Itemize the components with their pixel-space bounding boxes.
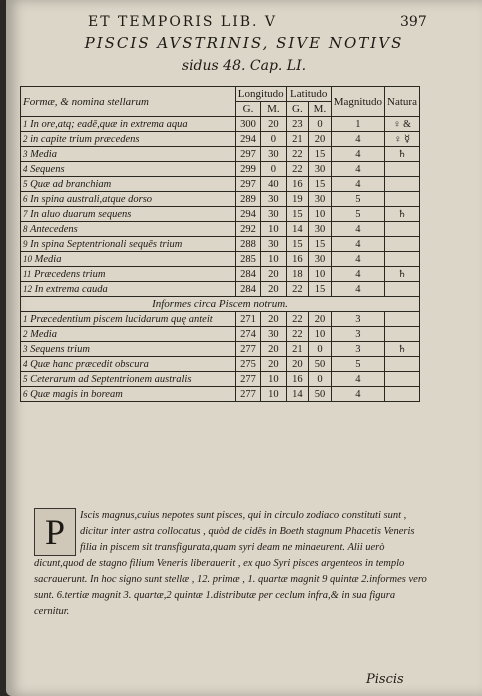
longitude-degrees: 271 [235,312,260,327]
star-name [21,132,236,147]
longitude-minutes: 0 [261,132,286,147]
table-row [21,387,420,402]
longitude-minutes: 10 [261,372,286,387]
longitude-degrees: 284 [235,282,260,297]
latitude-minutes: 15 [309,237,332,252]
star-name [21,177,236,192]
latitude-minutes: 30 [309,252,332,267]
nature-cell [385,357,420,372]
header-m: M. [261,102,286,117]
longitude-minutes: 20 [261,282,286,297]
star-name [21,282,236,297]
longitude-minutes: 10 [261,252,286,267]
table-row [21,147,420,162]
table-row [21,357,420,372]
informes-section [21,297,420,312]
star-number: 10 [23,253,32,264]
star-label: Media [30,328,57,340]
magnitude-cell: 3 [331,312,384,327]
page-number: 397 [400,14,427,30]
star-label: Præcedentium piscem lucidarum quę anteit [30,313,213,325]
latitude-degrees: 22 [286,282,308,297]
catchword: Piscis [366,672,404,687]
magnitude-cell: 4 [331,177,384,192]
header-nature: Natura [385,87,420,117]
latitude-degrees: 15 [286,237,308,252]
magnitude-cell: 4 [331,147,384,162]
longitude-degrees: 294 [235,207,260,222]
latitude-minutes: 10 [309,207,332,222]
longitude-minutes: 10 [261,222,286,237]
longitude-degrees: 285 [235,252,260,267]
latitude-minutes: 50 [309,387,332,402]
star-name [21,387,236,402]
latitude-minutes: 10 [309,327,332,342]
header-m: M. [309,102,332,117]
book-page [6,0,482,696]
nature-cell [385,327,420,342]
longitude-minutes: 20 [261,312,286,327]
latitude-degrees: 22 [286,162,308,177]
latitude-minutes: 30 [309,192,332,207]
longitude-minutes: 30 [261,237,286,252]
nature-cell [385,222,420,237]
star-name [21,162,236,177]
magnitude-cell: 3 [331,327,384,342]
longitude-minutes: 30 [261,147,286,162]
latitude-minutes: 30 [309,162,332,177]
table-row [21,177,420,192]
star-number: 3 [23,343,28,354]
star-number: 9 [23,238,28,249]
magnitude-cell: 4 [331,387,384,402]
longitude-degrees: 299 [235,162,260,177]
latitude-minutes: 15 [309,282,332,297]
longitude-minutes: 20 [261,267,286,282]
body-paragraph [34,508,430,620]
longitude-degrees: 289 [235,192,260,207]
magnitude-cell: 5 [331,192,384,207]
nature-cell [385,387,420,402]
longitude-degrees: 288 [235,237,260,252]
table-row [21,372,420,387]
longitude-degrees: 277 [235,372,260,387]
star-name [21,327,236,342]
nature-cell [385,162,420,177]
latitude-degrees: 21 [286,342,308,357]
star-name [21,207,236,222]
nature-cell [385,192,420,207]
latitude-minutes: 10 [309,267,332,282]
magnitude-cell: 4 [331,252,384,267]
latitude-minutes: 15 [309,147,332,162]
latitude-minutes: 20 [309,132,332,147]
table-row [21,312,420,327]
longitude-degrees: 277 [235,387,260,402]
star-name [21,237,236,252]
header-name: Formæ, & nomina stellarum [21,87,236,117]
longitude-degrees: 300 [235,117,260,132]
star-number: 3 [23,148,28,159]
latitude-minutes: 15 [309,177,332,192]
longitude-minutes: 0 [261,162,286,177]
nature-cell: ♄ [385,147,420,162]
longitude-minutes: 20 [261,117,286,132]
table-row [21,252,420,267]
header-longitude: Longitudo [235,87,286,102]
star-name [21,372,236,387]
running-head-title: ET TEMPORIS LIB. V [88,14,278,30]
nature-cell: ♀ & [385,117,420,132]
latitude-minutes: 30 [309,222,332,237]
table-row [21,162,420,177]
nature-cell [385,282,420,297]
header-g: G. [286,102,308,117]
main-rows [21,117,420,297]
star-name [21,147,236,162]
paragraph-text: Iscis magnus,cuius nepotes sunt pisces, qui in circulo zodiaco constituti sunt , dicitur inter astra collocatus , quòd de cidēs in Boeth stagnum Phacetis Veneris filia in piscem sit transfigurata,quam syri deam ne minaeurent. Alii uerò dicunt,quod de stagno filium Veneris liberauerit , ex quo Syri pisces argenteos in templo sacrauerunt. In hoc signo sunt stellæ , 12. primæ , 1. quartæ magnit 9 quintæ 2.informes vero sunt. 6.tertiæ magnit 3. quartæ,2 quintæ 1.distributæ per ceclum infra,& in sua figura cernitur. [34,510,427,617]
longitude-minutes: 20 [261,342,286,357]
star-label: Sequens [30,163,65,175]
latitude-minutes: 0 [309,117,332,132]
latitude-degrees: 22 [286,327,308,342]
latitude-degrees: 16 [286,372,308,387]
latitude-minutes: 0 [309,372,332,387]
table-row [21,327,420,342]
table-row [21,117,420,132]
star-name [21,342,236,357]
star-number: 6 [23,388,28,399]
star-number: 4 [23,358,28,369]
latitude-degrees: 16 [286,177,308,192]
star-catalog-table [20,86,420,402]
longitude-degrees: 292 [235,222,260,237]
nature-cell: ♄ [385,342,420,357]
nature-cell: ♄ [385,267,420,282]
star-name [21,252,236,267]
star-name [21,312,236,327]
star-label: in capite trium præcedens [30,133,140,145]
star-label: Antecedens [29,223,78,235]
latitude-degrees: 15 [286,207,308,222]
table-row [21,267,420,282]
magnitude-cell: 4 [331,162,384,177]
section-row [21,297,420,312]
nature-cell: ♀ ☿ [385,132,420,147]
star-label: In spina australi,atque dorso [30,193,153,205]
table-row [21,207,420,222]
longitude-minutes: 40 [261,177,286,192]
star-label: Quæ ad branchiam [30,178,112,190]
nature-cell: ♄ [385,207,420,222]
nature-cell [385,312,420,327]
star-number: 5 [23,178,28,189]
latitude-degrees: 16 [286,252,308,267]
magnitude-cell: 4 [331,237,384,252]
star-number: 1 [23,118,28,129]
star-number: 8 [23,223,28,234]
header-g: G. [235,102,260,117]
header-magnitude: Magnitudo [331,87,384,117]
star-number: 12 [23,283,32,294]
star-label: Præcedens trium [33,268,106,280]
star-label: Quæ magis in boream [30,388,123,400]
star-name [21,222,236,237]
latitude-minutes: 20 [309,312,332,327]
longitude-degrees: 294 [235,132,260,147]
latitude-degrees: 21 [286,132,308,147]
latitude-degrees: 22 [286,147,308,162]
star-number: 7 [23,208,28,219]
latitude-degrees: 18 [286,267,308,282]
longitude-minutes: 30 [261,192,286,207]
chapter-subtitle: sidus 48. Cap. LI. [181,58,307,74]
longitude-degrees: 297 [235,147,260,162]
star-number: 1 [23,313,28,324]
star-label: Quæ hanc præcedit obscura [30,358,149,370]
star-name [21,117,236,132]
star-label: Ceterarum ad Septentrionem australis [30,373,192,385]
star-number: 4 [23,163,28,174]
magnitude-cell: 4 [331,282,384,297]
decorated-initial: P [34,508,76,556]
star-number: 2 [23,328,28,339]
longitude-minutes: 10 [261,387,286,402]
magnitude-cell: 1 [331,117,384,132]
informes-rows [21,312,420,402]
nature-cell [385,372,420,387]
star-label: Sequens trium [30,343,90,355]
table-row [21,222,420,237]
star-number: 2 [23,133,28,144]
latitude-minutes: 50 [309,357,332,372]
latitude-degrees: 14 [286,387,308,402]
longitude-degrees: 297 [235,177,260,192]
star-label: In spina Septentrionali sequēs trium [30,238,183,250]
magnitude-cell: 4 [331,222,384,237]
magnitude-cell: 3 [331,342,384,357]
latitude-degrees: 19 [286,192,308,207]
header-latitude: Latitudo [286,87,331,102]
table-row [21,237,420,252]
table-row [21,192,420,207]
informes-title: Informes circa Piscem notrum. [21,297,420,312]
star-name [21,267,236,282]
star-number: 11 [23,268,32,279]
latitude-degrees: 20 [286,357,308,372]
latitude-degrees: 14 [286,222,308,237]
star-label: In aluo duarum sequens [30,208,132,220]
star-label: In ore,atq; eadē,quæ in extrema aqua [30,118,188,130]
star-number: 5 [23,373,28,384]
star-name [21,357,236,372]
longitude-degrees: 274 [235,327,260,342]
table-row [21,282,420,297]
latitude-minutes: 0 [309,342,332,357]
magnitude-cell: 5 [331,207,384,222]
latitude-degrees: 22 [286,312,308,327]
nature-cell [385,237,420,252]
table-row [21,132,420,147]
nature-cell [385,252,420,267]
longitude-minutes: 30 [261,327,286,342]
star-name [21,192,236,207]
magnitude-cell: 4 [331,132,384,147]
table-header-row [21,87,420,102]
longitude-degrees: 284 [235,267,260,282]
longitude-minutes: 20 [261,357,286,372]
nature-cell [385,177,420,192]
star-number: 6 [23,193,28,204]
chapter-title: PISCIS AVSTRINIS, SIVE NOTIVS [84,34,404,52]
star-label: Media [34,253,62,265]
table-row [21,342,420,357]
star-label: In extrema cauda [34,283,108,295]
magnitude-cell: 4 [331,267,384,282]
longitude-degrees: 277 [235,342,260,357]
magnitude-cell: 5 [331,357,384,372]
magnitude-cell: 4 [331,372,384,387]
star-label: Media [30,148,57,160]
latitude-degrees: 23 [286,117,308,132]
longitude-minutes: 30 [261,207,286,222]
longitude-degrees: 275 [235,357,260,372]
